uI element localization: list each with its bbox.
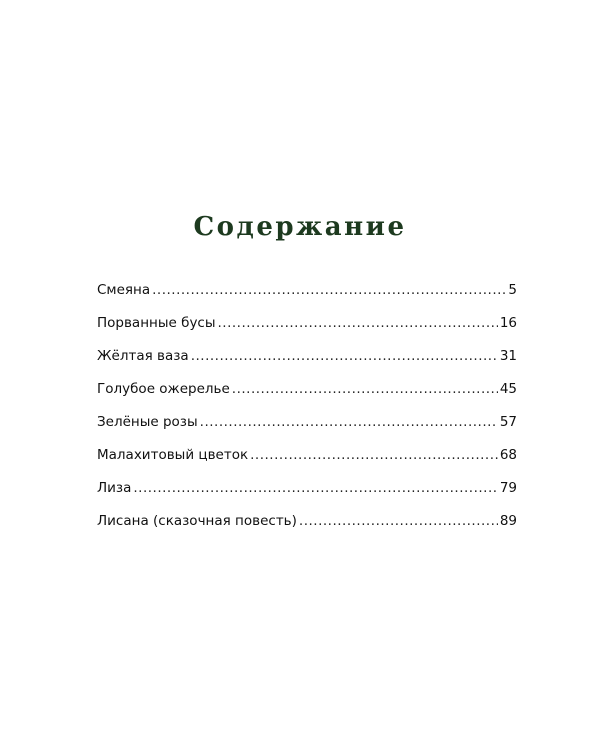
toc-dot-leader (299, 511, 498, 531)
toc-entry-liza[interactable] (97, 478, 517, 511)
toc-dot-leader (200, 412, 498, 432)
toc-entry-zelenye-rozy[interactable] (97, 412, 517, 445)
toc-page-number: 16 (499, 315, 517, 331)
toc-entry-porvannye-busy[interactable] (97, 313, 517, 346)
toc-page-number: 31 (499, 348, 517, 364)
toc-page-number: 89 (499, 513, 517, 529)
toc-entry-title: Лиза (97, 480, 132, 496)
toc-entry-title: Малахитовый цветок (97, 447, 249, 463)
toc-page-number: 45 (499, 381, 517, 397)
toc-entry-title: Порванные бусы (97, 315, 216, 331)
toc-dot-leader (133, 478, 497, 498)
toc-entry-title: Голубое ожерелье (97, 381, 230, 397)
toc-page-number: 68 (499, 447, 517, 463)
toc-entry-title: Лисана (сказочная повесть) (97, 513, 297, 529)
toc-entry-title: Зелёные розы (97, 414, 198, 430)
table-of-contents (97, 280, 517, 544)
page-title: Содержание (193, 212, 407, 242)
toc-entry-zheltaya-vaza[interactable] (97, 346, 517, 379)
toc-dot-leader (232, 379, 498, 399)
toc-entry-goluboe-ozherelye[interactable] (97, 379, 517, 412)
toc-page-number: 5 (508, 282, 517, 298)
toc-entry-smeyana[interactable] (97, 280, 517, 313)
toc-entry-title: Смеяна (97, 282, 151, 298)
toc-entry-lisana[interactable] (97, 511, 517, 544)
toc-page-number: 57 (499, 414, 517, 430)
toc-dot-leader (250, 445, 498, 465)
toc-dot-leader (152, 280, 506, 300)
toc-entry-malakhitovyy-tsvetok[interactable] (97, 445, 517, 478)
toc-dot-leader (191, 346, 498, 366)
toc-page-number: 79 (499, 480, 517, 496)
toc-entry-title: Жёлтая ваза (97, 348, 189, 364)
toc-dot-leader (218, 313, 498, 333)
